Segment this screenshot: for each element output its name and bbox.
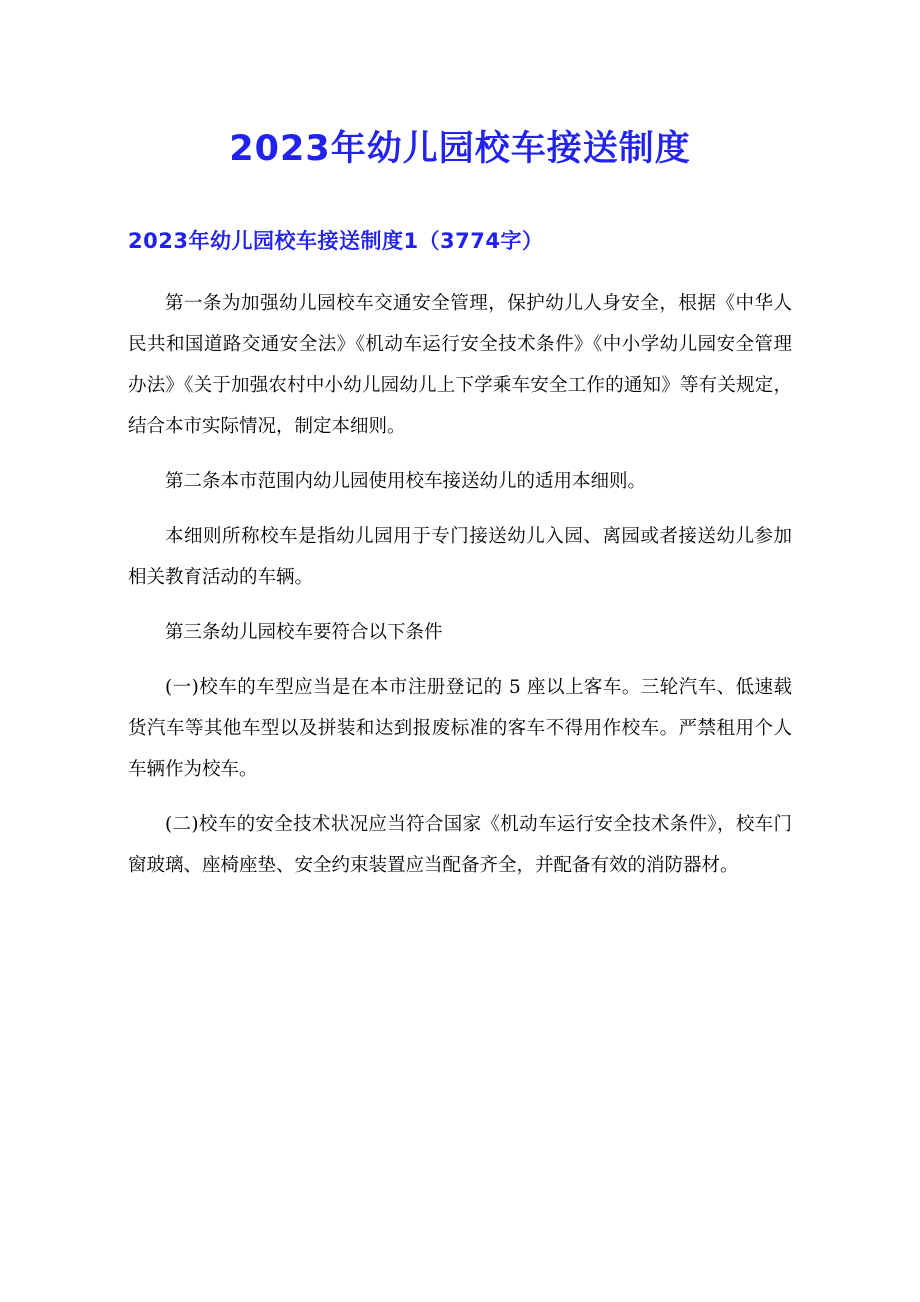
paragraph: 第三条幼儿园校车要符合以下条件	[165, 622, 443, 644]
page-title: 2023年幼儿园校车接送制度	[229, 129, 691, 169]
paragraph: 第二条本市范围内幼儿园使用校车接送幼儿的适用本细则。	[165, 471, 647, 493]
paragraph: (二)校车的安全技术状况应当符合国家《机动车运行安全技术条件》，校车门窗玻璃、座椅座垫、安全约束装置应当配备齐全，并配备有效的消防器材。	[128, 814, 792, 877]
paragraph: 第一条为加强幼儿园校车交通安全管理，保护幼儿人身安全，根据《中华人民共和国道路交通安全法》《机动车运行安全技术条件》《中小学幼儿园安全管理办法》《关于加强农村中小幼儿园幼儿上下学乘车安全工作的通知》等有关规定，结合本市实际情况，制定本细则。	[128, 293, 792, 438]
paragraph: (一)校车的车型应当是在本市注册登记的 5 座以上客车。三轮汽车、低速载货汽车等其他车型以及拼装和达到报废标准的客车不得用作校车。严禁租用个人车辆作为校车。	[128, 677, 792, 781]
paragraph: 本细则所称校车是指幼儿园用于专门接送幼儿入园、离园或者接送幼儿参加相关教育活动的车辆。	[128, 526, 792, 589]
document-subtitle: 2023年幼儿园校车接送制度1（3774字）	[128, 229, 544, 253]
document-body	[0, 255, 920, 886]
